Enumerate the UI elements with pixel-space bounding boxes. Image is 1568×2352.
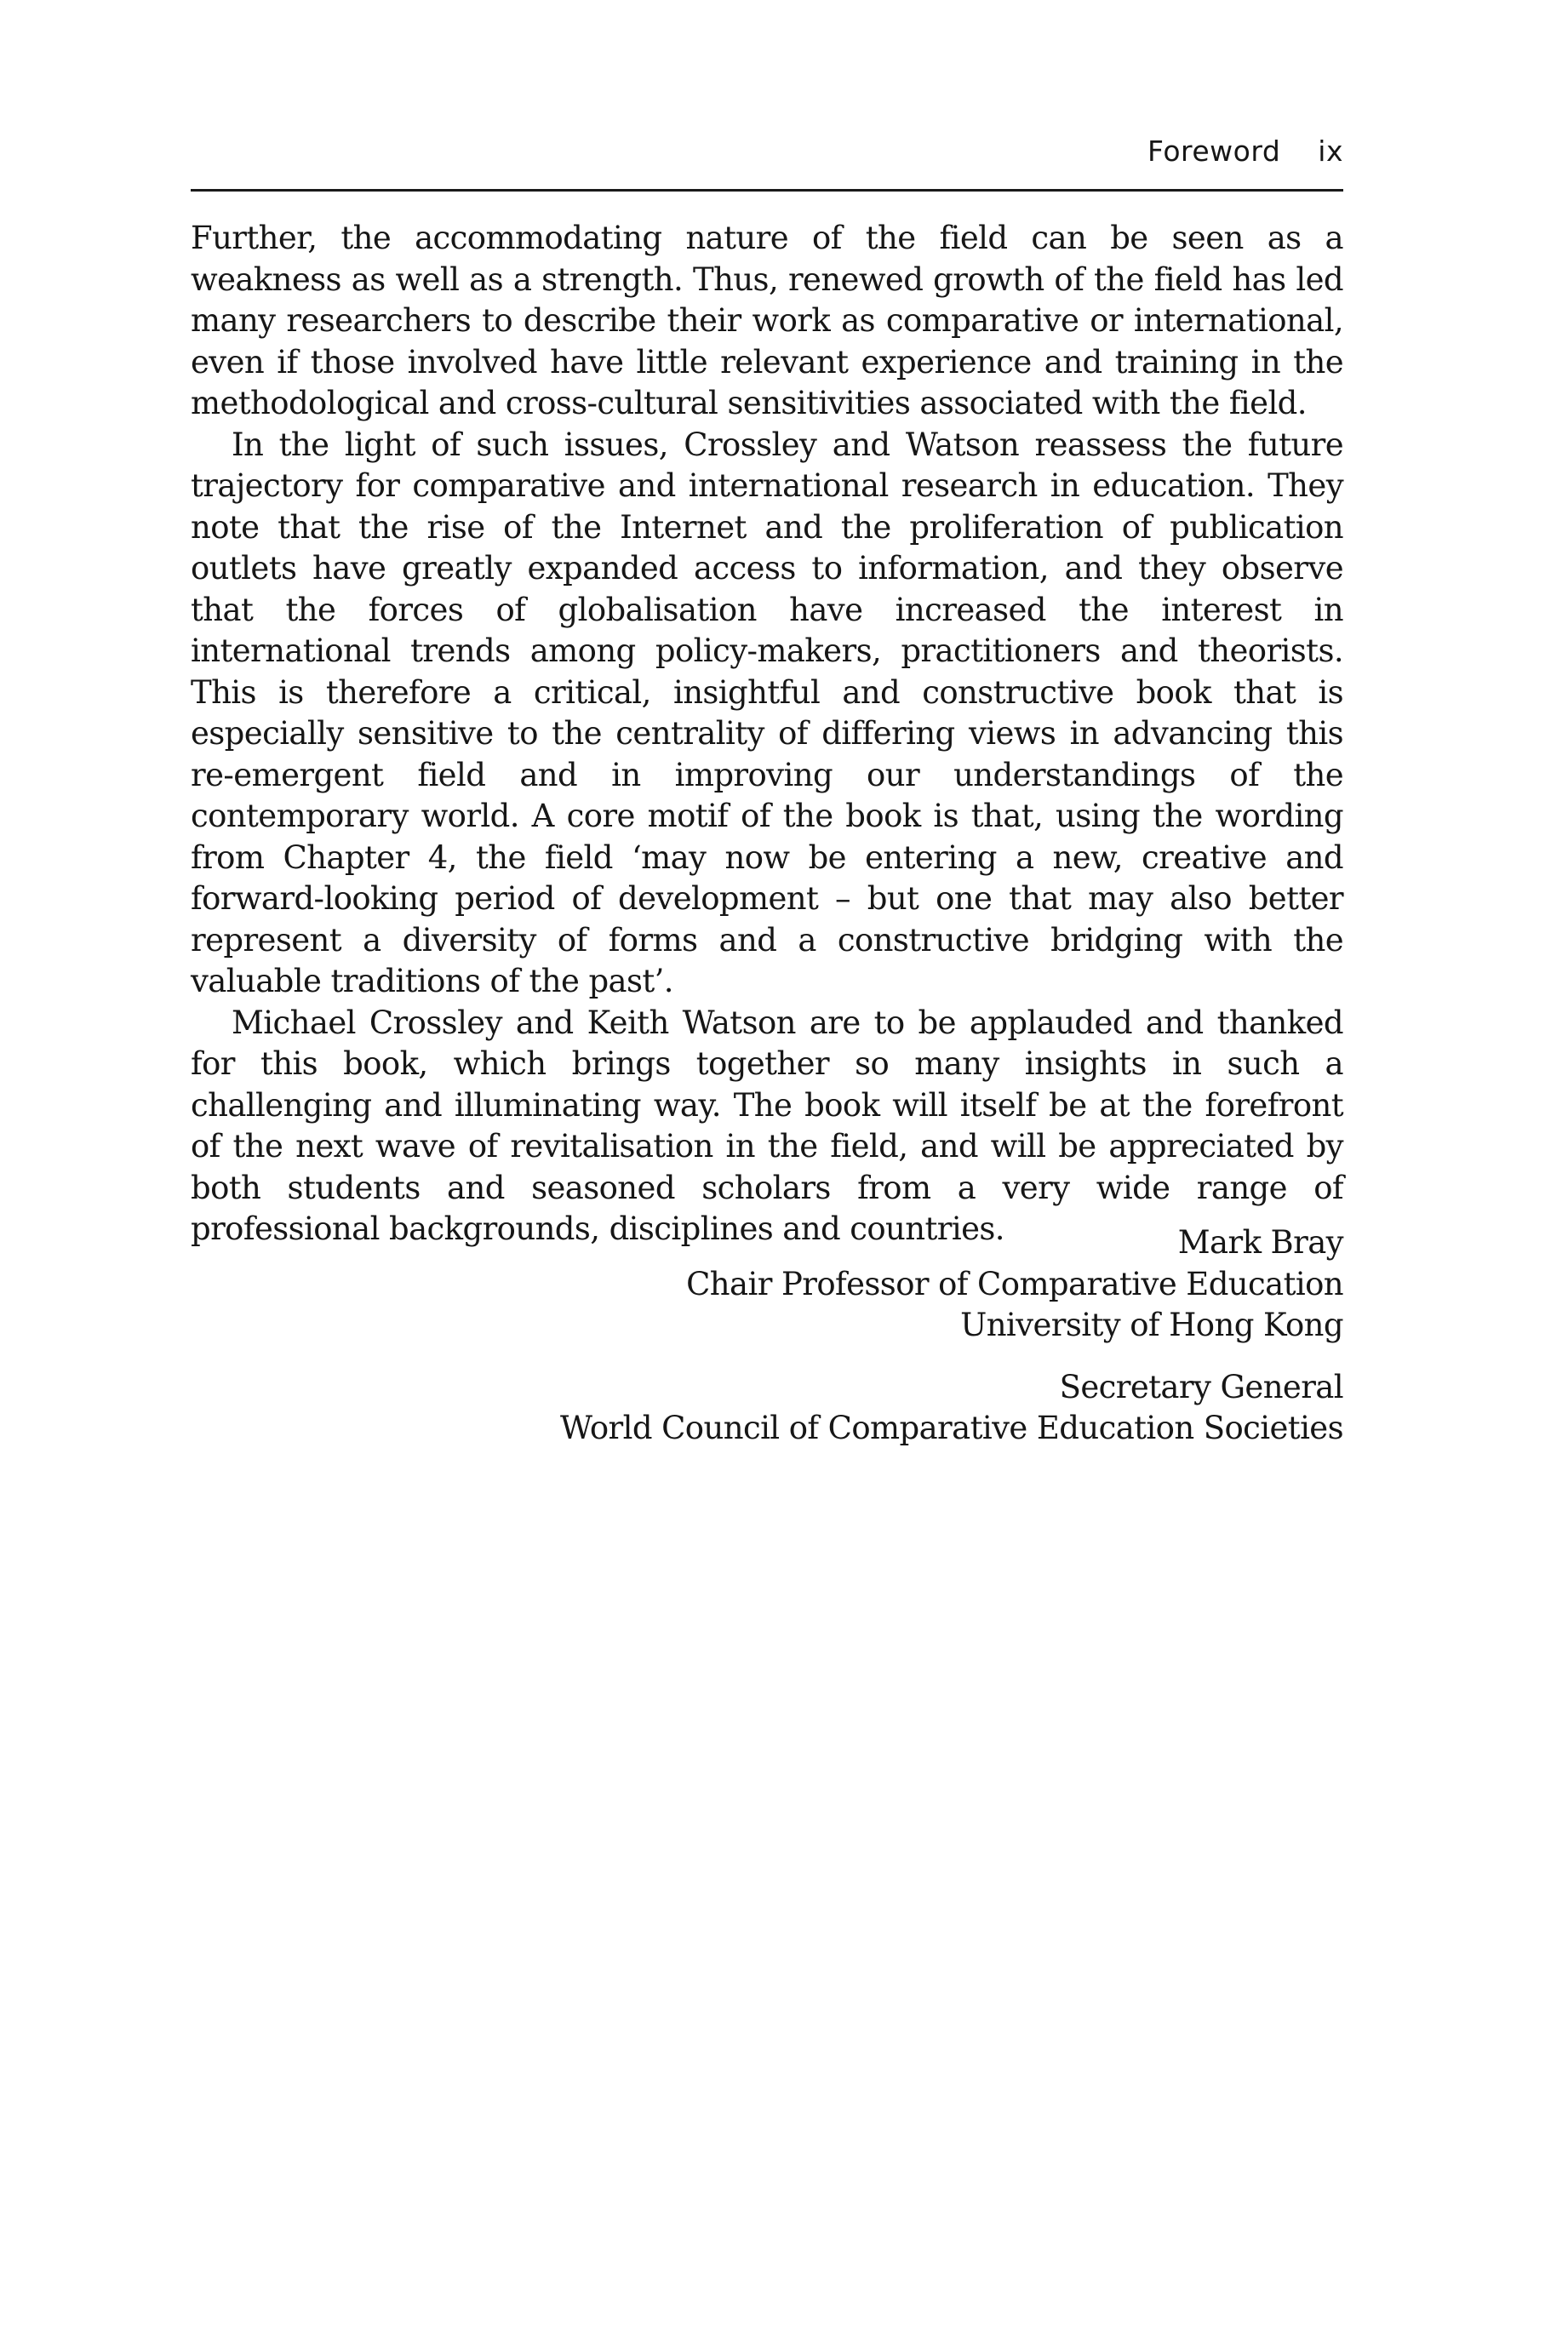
running-header: [191, 134, 1343, 192]
paragraph: Further, the accommodating nature of the field can be seen as a weakness as well as a strength. Thus, renewed growth of the field has led many researchers to describe their work as comparative or international, even if those involved have little relevant experience and training in the methodological and cross-cultural sensitivities associated with the field.: [191, 220, 1343, 421]
section-title: Foreword: [1147, 134, 1281, 168]
author-organization: World Council of Comparative Education Societies: [559, 1410, 1343, 1446]
paragraph: In the light of such issues, Crossley and Watson reassess the future trajectory for comparative and international research in education. They note that the rise of the Internet and the proliferation of publication outlets have greatly expanded access to information, and they observe that the forces of globalisation have increased the interest in international trends among policy-makers, practitioners and theorists. This is therefore a critical, insightful and constructive book that is especially sensitive to the centrality of differing views in advancing this re-emergent field and in improving our understandings of the contemporary world. A core motif of the book is that, using the wording from Chapter 4, the field ‘may now be entering a new, creative and forward-looking period of development – but one that may also better represent a diversity of forms and a constructive bridging with the valuable traditions of the past’.: [191, 426, 1343, 999]
author-title: Chair Professor of Comparative Education: [686, 1265, 1343, 1302]
author-institution: University of Hong Kong: [960, 1307, 1343, 1343]
signature-spacer: [191, 1347, 1343, 1367]
author-name: Mark Bray: [1177, 1224, 1343, 1261]
page-number: ix: [1318, 134, 1343, 168]
author-role: Secretary General: [1059, 1368, 1343, 1405]
paragraph: Michael Crossley and Keith Watson are to be applauded and thanked for this book, which brings together so many insights in such a challenging and illuminating way. The book will itself be at the forefront of the next wave of revitalisation in the field, and will be appreciated by both students and seasoned scholars from a very wide range of professional backgrounds, disciplines and countries.: [191, 1004, 1343, 1247]
signature-block: [191, 1222, 1343, 1450]
foreword-body: [191, 218, 1343, 1250]
